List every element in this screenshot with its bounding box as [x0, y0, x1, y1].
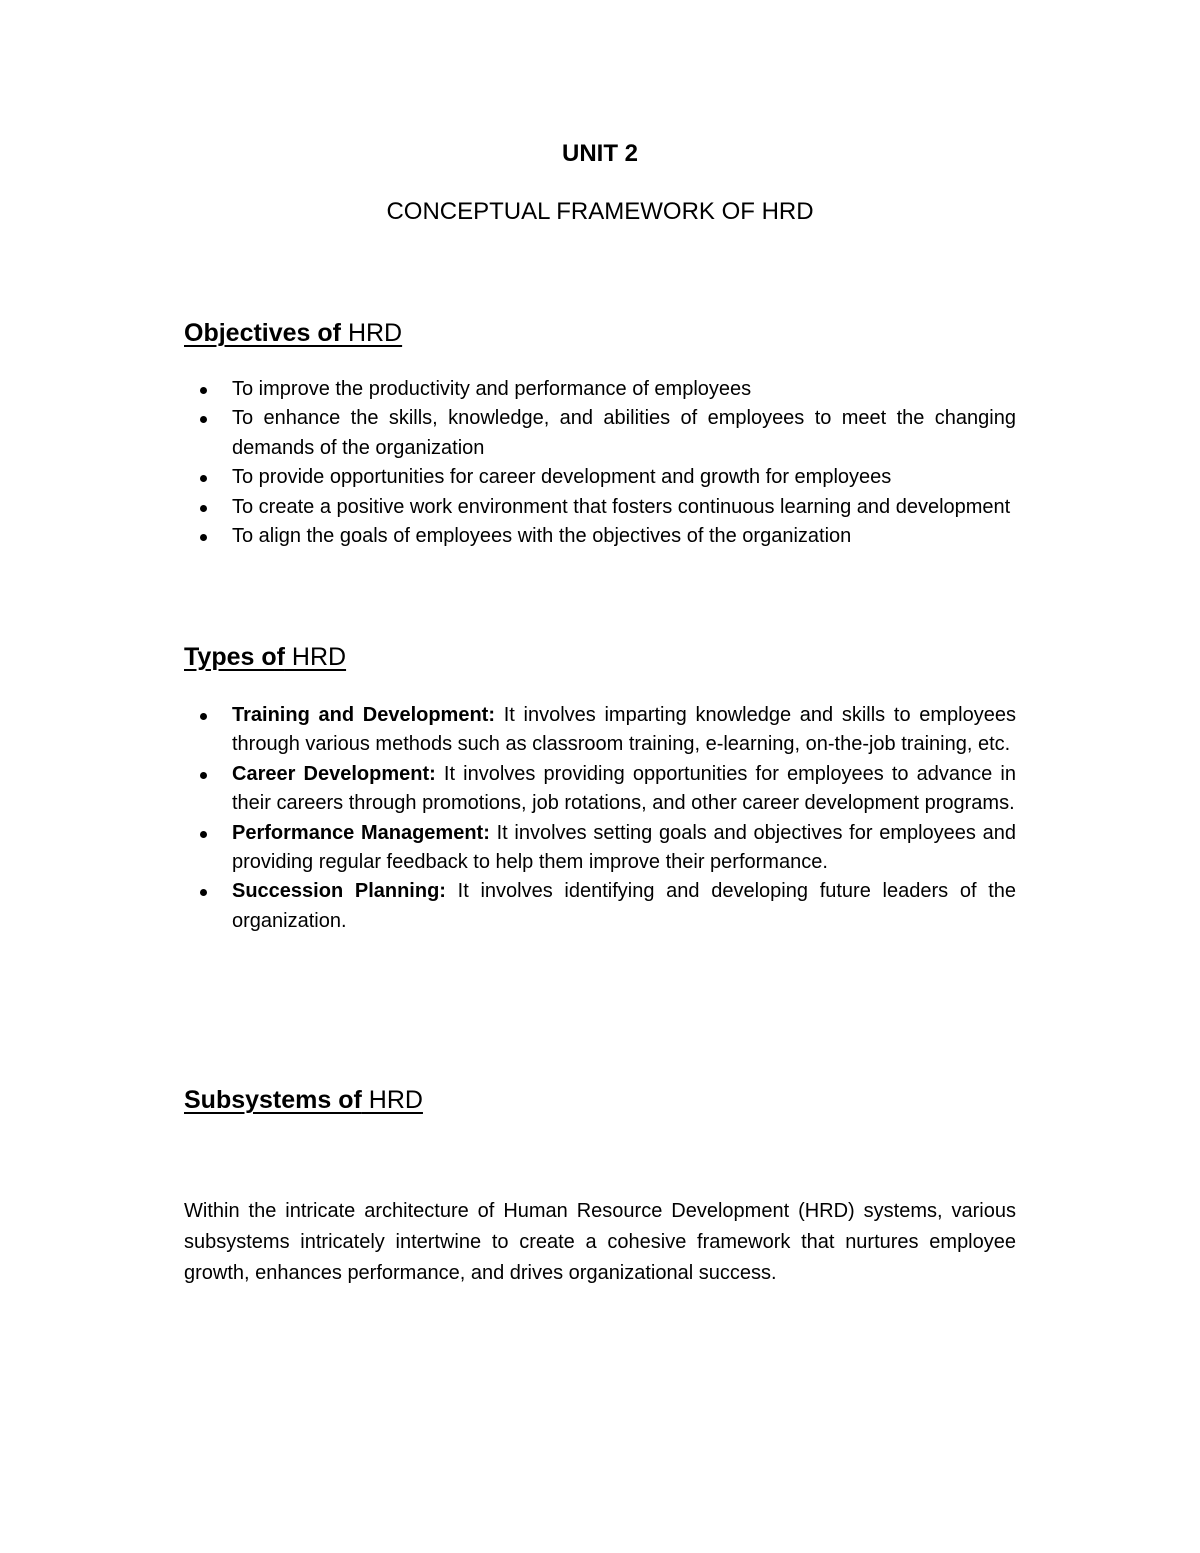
objective-text: To enhance the skills, knowledge, and abilities of employees to meet the changing demands of the organization	[232, 407, 1016, 459]
types-heading-rest: HRD	[284, 643, 347, 671]
bullet-icon	[200, 831, 207, 838]
objectives-heading	[184, 316, 402, 350]
objective-text: To improve the productivity and performance of employees	[232, 378, 752, 400]
bullet-icon	[200, 534, 207, 541]
bullet-icon	[200, 505, 207, 512]
list-item	[184, 404, 1016, 463]
type-term: Performance Management:	[232, 821, 490, 844]
unit-title: UNIT 2	[561, 140, 638, 167]
list-item	[184, 493, 1016, 522]
type-text: It involves imparting knowledge and skills to employees through various methods such as classroom training, e-learning, on-the-job training, etc.	[232, 704, 1016, 756]
bullet-icon	[200, 416, 207, 423]
types-heading-bold: Types of	[184, 643, 285, 671]
type-term: Succession Planning:	[232, 880, 446, 903]
objectives-list	[184, 375, 1016, 551]
type-text: It involves identifying and developing future leaders of the organization.	[232, 880, 1016, 932]
list-item	[184, 522, 1016, 551]
bullet-icon	[200, 889, 207, 896]
type-term: Training and Development:	[232, 704, 495, 726]
bullet-icon	[200, 387, 207, 394]
type-term: Career Development:	[232, 762, 436, 785]
subsystems-heading-rest: HRD	[361, 1086, 423, 1114]
objective-text: To provide opportunities for career development and growth for employees	[232, 466, 892, 489]
subsystems-heading-bold: Subsystems of	[184, 1086, 362, 1114]
objectives-heading-bold: Objectives of	[184, 319, 341, 347]
type-text: It involves setting goals and objectives for employees and providing regular feedback to help them improve their performance.	[232, 821, 1016, 874]
subsystems-heading	[184, 1083, 423, 1117]
bullet-icon	[200, 475, 207, 482]
list-item	[184, 760, 1016, 819]
list-item	[184, 819, 1016, 878]
bullet-icon	[200, 772, 207, 779]
bullet-icon	[200, 713, 207, 720]
objective-text: To create a positive work environment that fosters continuous learning and development	[232, 495, 1011, 518]
list-item	[184, 375, 1016, 404]
types-heading	[184, 640, 346, 674]
type-text: It involves providing opportunities for employees to advance in their careers through promotions, job rotations, and other career development programs.	[232, 762, 1016, 815]
types-list	[184, 701, 1016, 936]
objective-text: To align the goals of employees with the objectives of the organization	[232, 525, 852, 548]
subsystems-paragraph: Within the intricate architecture of Human Resource Development (HRD) systems, various subsystems intricately intertwine to create a cohesive framework that nurtures employee growth, enhances performance, and drives organizational success.	[184, 1200, 1016, 1284]
document-title: CONCEPTUAL FRAMEWORK OF HRD	[386, 198, 814, 225]
list-item	[184, 701, 1016, 760]
objectives-heading-rest: HRD	[341, 319, 403, 347]
list-item	[184, 877, 1016, 936]
list-item	[184, 463, 1016, 492]
